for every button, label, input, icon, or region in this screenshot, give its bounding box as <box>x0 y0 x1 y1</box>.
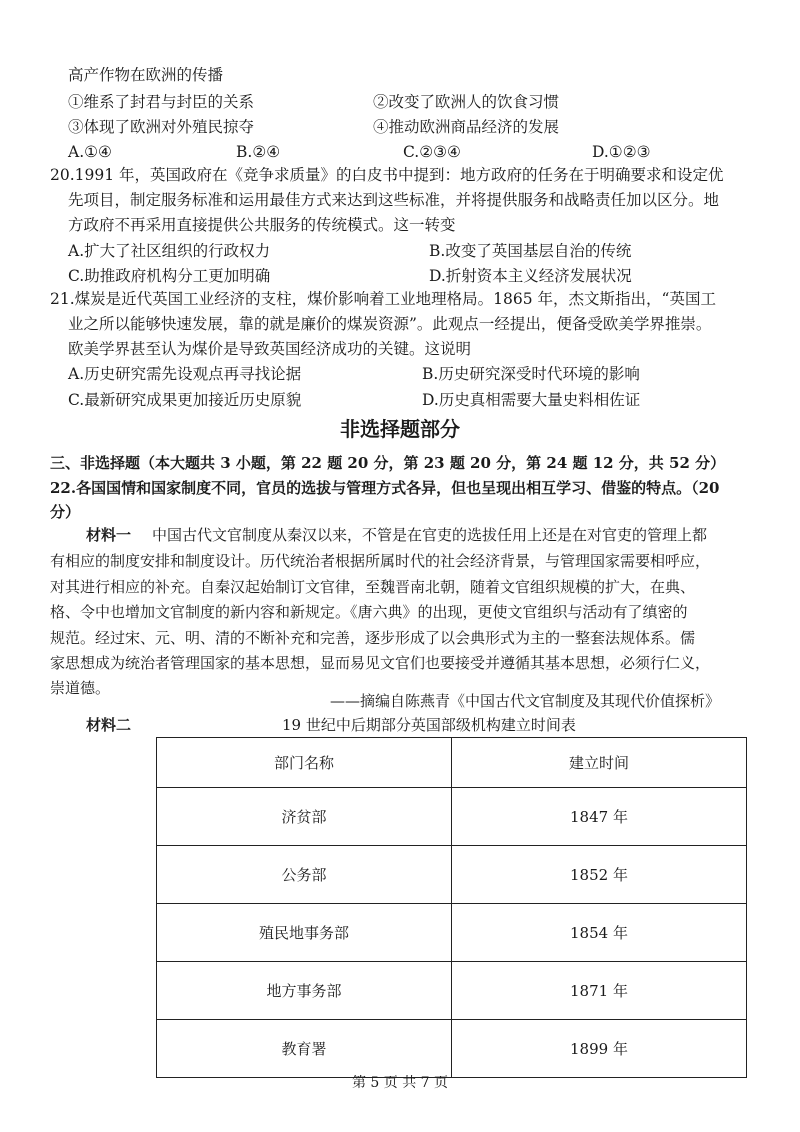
table-row <box>157 1020 747 1078</box>
material1-line-1: 中国古代文官制度从秦汉以来，不管是在官吏的选拔任用上还是在对官吏的管理上都 <box>152 526 708 544</box>
material1-source: ——摘编自陈燕青《中国古代文官制度及其现代价值探析》 <box>330 692 721 710</box>
material1-line-5: 规范。经过宋、元、明、清的不断补充和完善，逐步形成了以会典形式为主的一整套法规体系。儒 <box>50 629 696 647</box>
q21-option-c: C.最新研究成果更加接近历史原貌 <box>68 391 302 409</box>
q21-line-2: 业之所以能够快速发展，靠的就是廉价的煤炭资源”。此观点一经提出，便备受欧美学界推崇。 <box>68 315 712 333</box>
q19-item-4: ④推动欧洲商品经济的发展 <box>373 118 560 136</box>
q19-stem: 高产作物在欧洲的传播 <box>68 66 224 84</box>
table-cell-dept: 地方事务部 <box>157 962 452 1020</box>
table-cell-dept: 公务部 <box>157 846 452 904</box>
table-row <box>157 962 747 1020</box>
material1-line-2: 有相应的制度安排和制度设计。历代统治者根据所属时代的社会经济背景，与管理国家需要相呼应， <box>50 552 711 570</box>
material2-caption: 19 世纪中后期部分英国部级机构建立时间表 <box>282 716 576 734</box>
material1-label: 材料一 <box>86 526 132 544</box>
material1-line-3: 对其进行相应的补充。自秦汉起始制订文官律，至魏晋南北朝，随着文官组织规模的扩大，在典、 <box>50 578 696 596</box>
section-title: 非选择题部分 <box>340 417 460 441</box>
table-header-row <box>157 738 747 788</box>
table-row <box>157 846 747 904</box>
q21-line-3: 欧美学界甚至认为煤价是导致英国经济成功的关键。这说明 <box>68 340 472 358</box>
material1-line-6: 家思想成为统治者管理国家的基本思想，显而易见文官们也要接受并遵循其基本思想，必须行仁义， <box>50 654 711 672</box>
material1-line-7: 崇道德。 <box>50 679 111 697</box>
q21-option-d: D.历史真相需要大量史料相佐证 <box>422 391 641 409</box>
q20-option-b: B.改变了英国基层自治的传统 <box>429 242 632 260</box>
q20-option-c: C.助推政府机构分工更加明确 <box>68 267 271 285</box>
q20-line-3: 方政府不再采用直接提供公共服务的传统模式。这一转变 <box>68 216 456 234</box>
q22-line-2: 分） <box>50 503 81 521</box>
q19-item-3: ③体现了欧洲对外殖民掠夺 <box>68 118 255 136</box>
q19-item-1: ①维系了封君与封臣的关系 <box>68 93 255 111</box>
material2-label: 材料二 <box>86 716 132 734</box>
table-cell-time: 1854 年 <box>452 904 747 962</box>
q21-option-a: A.历史研究需先设观点再寻找论据 <box>68 365 302 383</box>
q21-option-b: B.历史研究深受时代环境的影响 <box>422 365 640 383</box>
q19-option-d: D.①②③ <box>592 143 651 161</box>
page-footer: 第 5 页 共 7 页 <box>351 1075 449 1091</box>
part3-header: 三、非选择题（本大题共 3 小题，第 22 题 20 分，第 23 题 20 分，第 24 题 12 分，共 52 分） <box>50 454 726 472</box>
table-row <box>157 788 747 846</box>
department-table <box>156 737 747 1078</box>
q20-option-a: A.扩大了社区组织的行政权力 <box>68 242 271 260</box>
table-header-time: 建立时间 <box>452 738 747 788</box>
q19-item-2: ②改变了欧洲人的饮食习惯 <box>373 93 560 111</box>
q19-option-a: A.①④ <box>68 143 112 161</box>
table-cell-time: 1899 年 <box>452 1020 747 1078</box>
table-cell-time: 1852 年 <box>452 846 747 904</box>
table-cell-time: 1847 年 <box>452 788 747 846</box>
table-cell-time: 1871 年 <box>452 962 747 1020</box>
q20-line-1: 20.1991 年，英国政府在《竞争求质量》的白皮书中提到：地方政府的任务在于明确要求和设定优 <box>50 166 724 184</box>
q19-option-b: B.②④ <box>236 143 281 161</box>
q20-line-2: 先项目，制定服务标准和运用最佳方式来达到这些标准，并将提供服务和战略责任加以区分。地 <box>68 191 720 209</box>
table-cell-dept: 教育署 <box>157 1020 452 1078</box>
table-cell-dept: 济贫部 <box>157 788 452 846</box>
q19-option-c: C.②③④ <box>403 143 461 161</box>
table-cell-dept: 殖民地事务部 <box>157 904 452 962</box>
material1-line-4: 格、令中也增加文官制度的新内容和新规定。《唐六典》的出现，更使文官组织与活动有了缜密的 <box>50 603 688 621</box>
table-row <box>157 904 747 962</box>
q21-line-1: 21.煤炭是近代英国工业经济的支柱，煤价影响着工业地理格局。1865 年，杰文斯指出，“英国工 <box>50 290 716 308</box>
table-header-dept: 部门名称 <box>157 738 452 788</box>
q22-line-1: 22.各国国情和国家制度不同，官员的选拔与管理方式各异，但也呈现出相互学习、借鉴的特点。（20 <box>50 479 720 497</box>
q20-option-d: D.折射资本主义经济发展状况 <box>429 267 632 285</box>
